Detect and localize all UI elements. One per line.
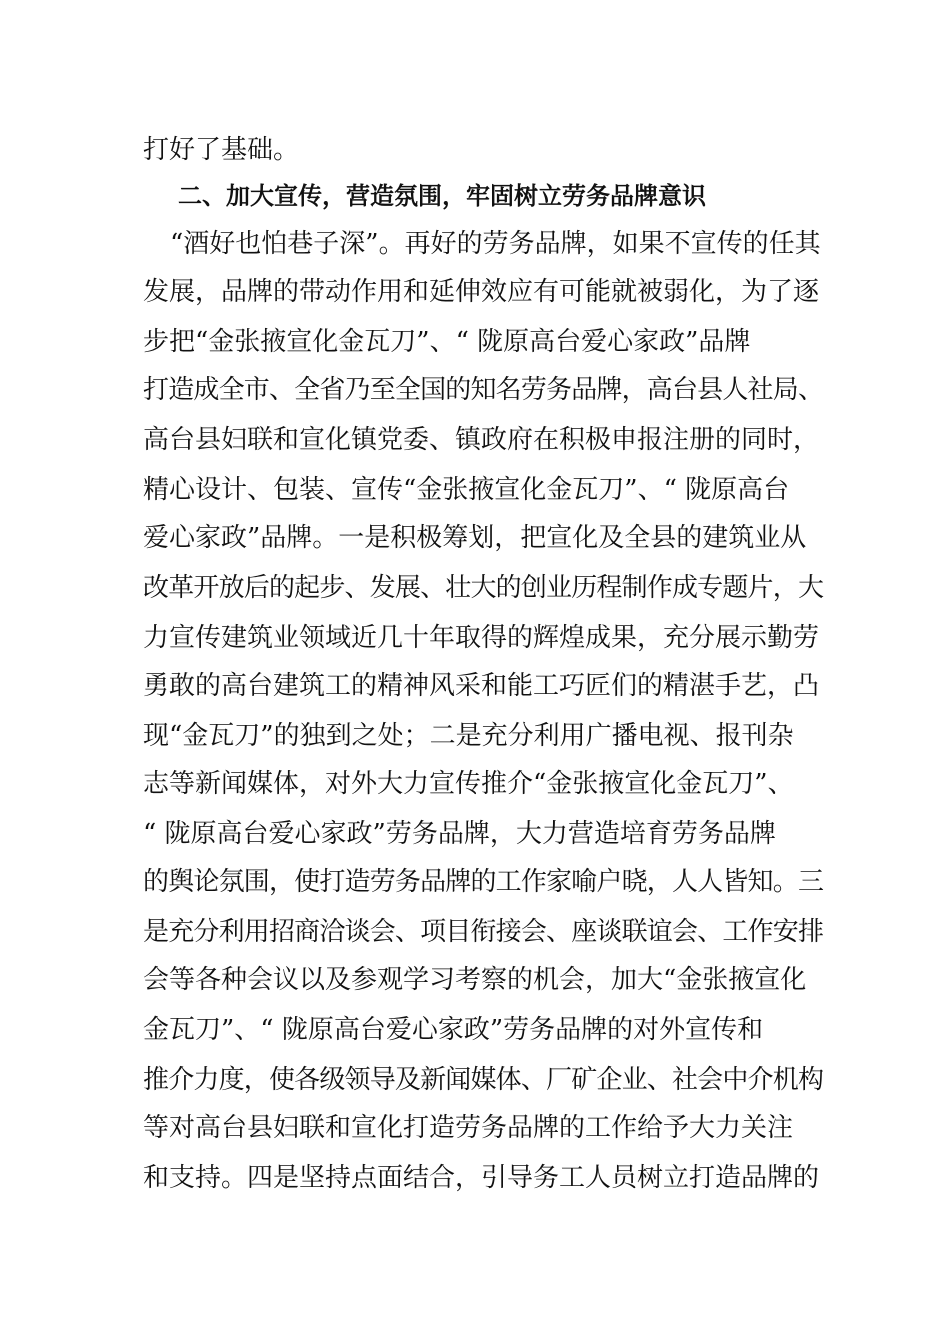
text-line: “ 陇原高台爱心家政”劳务品牌，大力营造培育劳务品牌 <box>143 819 776 849</box>
text-line: 打好了基础。 <box>143 135 300 165</box>
text-line: 的舆论氛围，使打造劳务品牌的工作家喻户晓，人人皆知。三 <box>143 867 824 897</box>
text-line: 会等各种会议以及参观学习考察的机会，加大“金张掖宣化 <box>143 965 807 995</box>
text-line: 改革开放后的起步、发展、壮大的创业历程制作成专题片，大 <box>143 573 824 603</box>
text-line: 力宣传建筑业领域近几十年取得的辉煌成果，充分展示勤劳 <box>143 623 820 653</box>
text-line: 高台县妇联和宣化镇党委、镇政府在积极申报注册的同时， <box>143 425 820 455</box>
text-line: 发展，品牌的带动作用和延伸效应有可能就被弱化，为了逐 <box>143 277 820 307</box>
text-line: 是充分利用招商洽谈会、项目衔接会、座谈联谊会、工作安排 <box>143 917 824 947</box>
text-line: 推介力度，使各级领导及新闻媒体、厂矿企业、社会中介机构 <box>143 1065 824 1095</box>
text-line: 金瓦刀”、“ 陇原高台爱心家政”劳务品牌的对外宣传和 <box>143 1015 764 1045</box>
text-line: 勇敢的高台建筑工的精神风采和能工巧匠们的精湛手艺，凸 <box>143 671 820 701</box>
paragraph-first-line: “酒好也怕巷子深”。再好的劳务品牌，如果不宣传的任其 <box>170 229 821 259</box>
text-line: 步把“金张掖宣化金瓦刀”、“ 陇原高台爱心家政”品牌 <box>143 327 751 357</box>
text-line: 等对高台县妇联和宣化打造劳务品牌的工作给予大力关注 <box>143 1113 794 1143</box>
text-line: 志等新闻媒体，对外大力宣传推介“金张掖宣化金瓦刀”、 <box>143 769 794 799</box>
text-line: 爱心家政”品牌。一是积极筹划，把宣化及全县的建筑业从 <box>143 523 807 553</box>
text-line: 现“金瓦刀”的独到之处；二是充分利用广播电视、报刊杂 <box>143 721 794 751</box>
section-heading: 二、加大宣传，营造氛围，牢固树立劳务品牌意识 <box>178 182 706 210</box>
text-line: 和支持。四是坚持点面结合，引导务工人员树立打造品牌的 <box>143 1163 820 1193</box>
text-line: 精心设计、包装、宣传“金张掖宣化金瓦刀”、“ 陇原高台 <box>143 475 790 505</box>
text-line: 打造成全市、全省乃至全国的知名劳务品牌，高台县人社局、 <box>143 375 824 405</box>
